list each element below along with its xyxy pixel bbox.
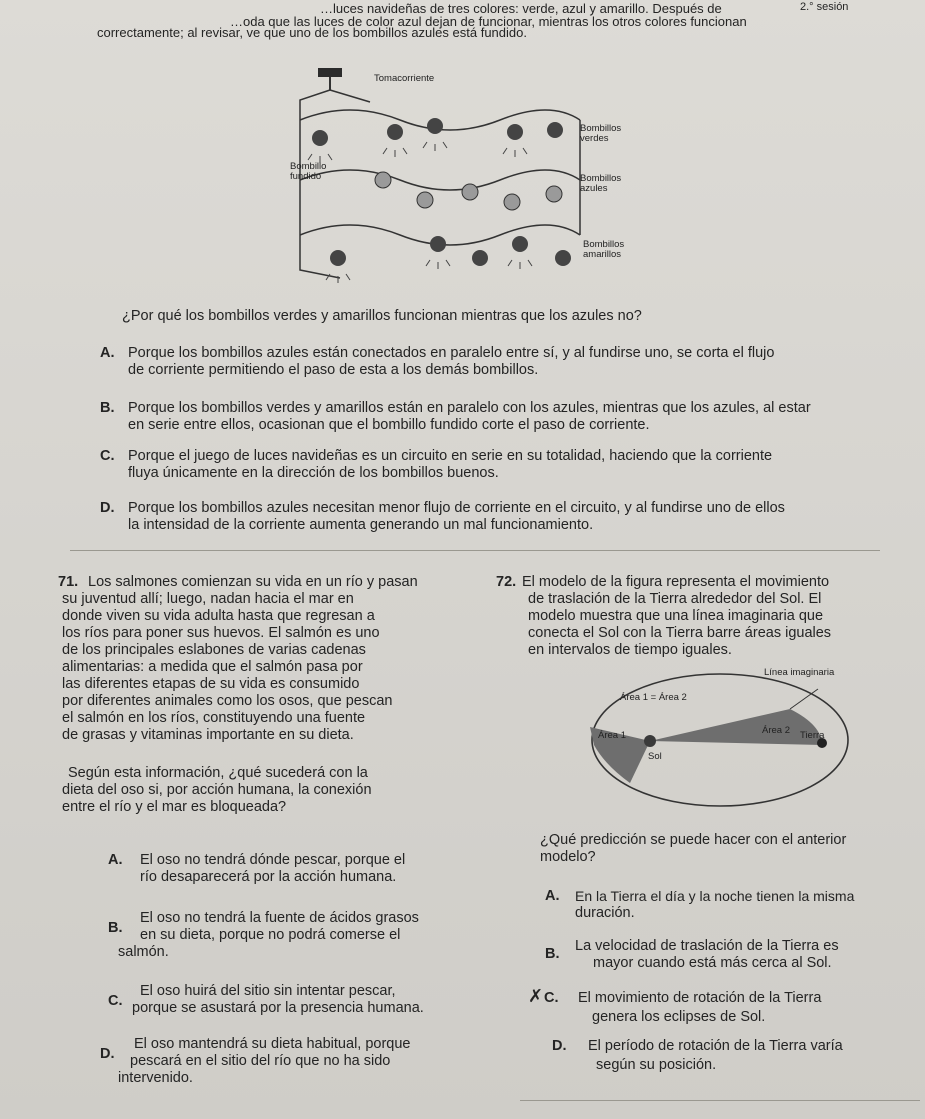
green-label: Bombillos verdes — [580, 123, 622, 144]
yellow-bulb — [472, 250, 488, 266]
yellow-bulb — [555, 250, 571, 266]
cross-mark-icon: ✗ — [528, 986, 544, 1006]
area-2-sector — [650, 709, 825, 745]
q72-stem-0: El modelo de la figura representa el movimiento — [522, 574, 830, 590]
q70-option-a[interactable]: A. Porque los bombillos azules están conectados en paralelo entre sí, y al fundirse uno, se corta el flujo de corriente permitiendo el paso de esta a los demás bombillos. — [100, 345, 775, 378]
q71-number: 71. — [58, 574, 79, 590]
fused-label: Bombillo fundido — [290, 161, 327, 182]
q72-option-c[interactable]: ✗ C. El movimiento de rotación de la Tierra genera los eclipses de Sol. — [528, 986, 822, 1025]
q72-option-a[interactable]: A. En la Tierra el día y la noche tienen la misma duración. — [545, 888, 855, 921]
q71-stem-7: por diferentes animales como los osos, que pescan — [62, 693, 393, 709]
green-bulb — [312, 130, 328, 146]
q72-stem-3: conecta el Sol con la Tierra barre áreas iguales — [528, 625, 832, 641]
yellow-bulb — [430, 236, 446, 252]
green-bulb — [547, 122, 563, 138]
q71-option-c[interactable]: C. El oso huirá del sitio sin intentar pescar, porque se asustará por la presencia humana. — [108, 983, 424, 1016]
q70-option-b[interactable]: B. Porque los bombillos verdes y amarillos están en paralelo con los azules, mientras que los azules, al estar en serie entre ellos, ocasionan que el bombillo fundido corte el paso de corriente. — [100, 400, 811, 433]
q71-question-0: Según esta información, ¿qué sucederá con la — [68, 765, 368, 781]
imaginary-line-label: Línea imaginaria — [764, 667, 835, 678]
q71-option-d[interactable]: D. El oso mantendrá su dieta habitual, porque pescará en el sitio del río que no ha sido intervenido. — [100, 1036, 411, 1086]
blue-bulb — [504, 194, 520, 210]
q71-stem-6: las diferentes etapas de su vida es consumido — [62, 676, 360, 692]
sun-icon — [644, 735, 656, 747]
blue-label: Bombillos azules — [580, 173, 622, 194]
yellow-label: Bombillos amarillos — [583, 239, 625, 260]
q71-stem-4: de los principales eslabones de varias cadenas — [62, 642, 366, 658]
bottom-divider — [520, 1100, 920, 1101]
sun-label: Sol — [648, 751, 662, 762]
blue-bulb — [546, 186, 562, 202]
q72-stem-2: modelo muestra que una línea imaginaria que — [528, 608, 824, 624]
q72-question-0: ¿Qué predicción se puede hacer con el anterior — [540, 832, 847, 848]
green-bulb — [387, 124, 403, 140]
outlet-icon — [318, 68, 342, 77]
q70-option-c[interactable]: C. Porque el juego de luces navideñas es un circuito en serie en su totalidad, haciendo que la corriente fluya únicamente en la dirección de los bombillos buenos. — [100, 448, 773, 481]
header-line2b: …oda que las luces de color azul dejan de funcionar, mientras los otros colores funcionan — [230, 14, 747, 29]
q72-number: 72. — [496, 574, 517, 590]
divider — [70, 550, 880, 551]
q71-option-a[interactable]: A. El oso no tendrá dónde pescar, porque el río desaparecerá por la acción humana. — [108, 852, 406, 885]
header-line1: …luces navideñas de tres colores: verde, azul y amarillo. Después de — [320, 1, 722, 16]
yellow-bulb — [512, 236, 528, 252]
q72-stem-1: de traslación de la Tierra alrededor del Sol. El — [528, 591, 822, 607]
yellow-bulb — [330, 250, 346, 266]
q71-stem-2: donde viven su vida adulta hasta que regresan a — [62, 608, 375, 624]
q71-stem-3: los ríos para poner sus huevos. El salmón es uno — [62, 625, 380, 641]
q70-question: ¿Por qué los bombillos verdes y amarillos funcionan mientras que los azules no? — [122, 308, 642, 324]
earth-label: Tierra — [800, 730, 825, 741]
blue-bulb — [417, 192, 433, 208]
q71-stem-0: Los salmones comienzan su vida en un río y pasan — [88, 574, 418, 590]
q70-option-d[interactable]: D. Porque los bombillos azules necesitan menor flujo de corriente en el circuito, y al fundirse uno de ellos la intensidad de la corriente aumenta generando un mal funcionamiento. — [100, 500, 785, 533]
fused-blue-bulb — [375, 172, 391, 188]
q72-question-1: modelo? — [540, 849, 596, 865]
q71-question-1: dieta del oso si, por acción humana, la conexión — [62, 782, 372, 798]
header-line2a: correctamente; al revisar, ve que uno de los bombillos azules está fundido. — [97, 25, 527, 40]
q71-stem-5: alimentarias: a medida que el salmón pasa por — [62, 659, 363, 675]
session-label: 2.° sesión — [800, 1, 849, 13]
green-bulb — [427, 118, 443, 134]
q71-question-2: entre el río y el mar es bloqueada? — [62, 799, 287, 815]
green-bulb — [507, 124, 523, 140]
q72-stem-4: en intervalos de tiempo iguales. — [528, 642, 732, 658]
q72-option-b[interactable]: B. La velocidad de traslación de la Tierra es mayor cuando está más cerca al Sol. — [545, 938, 839, 971]
q71-option-b[interactable]: B. El oso no tendrá la fuente de ácidos grasos en su dieta, porque no podrá comerse el salmón. — [108, 910, 419, 960]
q72-option-d[interactable]: D. El período de rotación de la Tierra varía según su posición. — [552, 1038, 843, 1073]
area-equality-label: Área 1 = Área 2 — [620, 692, 687, 703]
q71-stem-9: de grasas y vitaminas importante en su dieta. — [62, 727, 354, 743]
area-1-label: Área 1 — [598, 730, 626, 741]
q71-stem-8: el salmón en los ríos, constituyendo una fuente — [62, 710, 366, 726]
q71-stem-1: su juventud allí; luego, nadan hacia el mar en — [62, 591, 354, 607]
outlet-label: Tomacorriente — [374, 73, 435, 84]
area-2-label: Área 2 — [762, 725, 790, 736]
blue-bulb — [462, 184, 478, 200]
